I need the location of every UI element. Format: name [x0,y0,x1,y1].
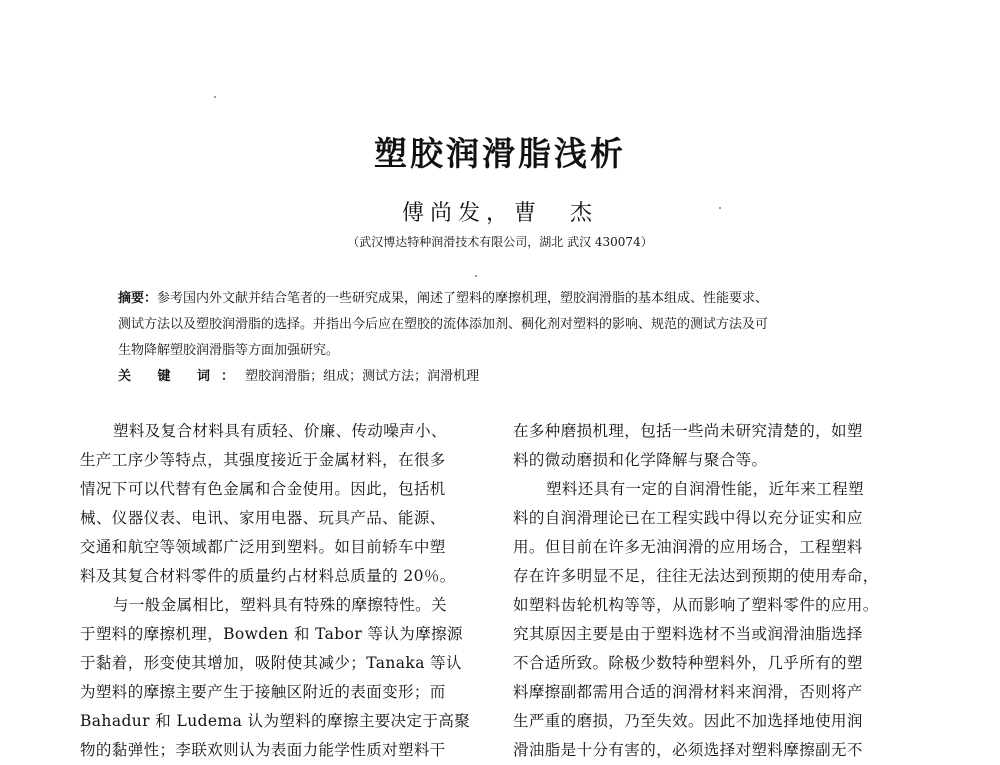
body-line: 料及其复合材料零件的质量约占材料总质量的 20％。 [80,567,456,585]
keywords-label: 关 键 词： [118,369,246,384]
body-line: 料的自润滑理论已在工程实践中得以充分证实和应 [513,509,863,527]
abstract-line-3: 生物降解塑胶润滑脂等方面加强研究。 [118,343,340,358]
keywords-text: 塑胶润滑脂；组成；测试方法；润滑机理 [245,369,480,384]
body-column-left [80,417,488,765]
body-line: 械、仪器仪表、电讯、家用电器、玩具产品、能源、 [80,509,446,527]
body-line: 存在许多明显不足，往往无法达到预期的使用寿命， [513,567,879,585]
body-line: 于黏着，形变使其增加，吸附使其减少；Tanaka 等认 [80,654,462,672]
body-line: 于塑料的摩擦机理，Bowden 和 Tabor 等认为摩擦源 [80,625,463,643]
abstract-block [118,286,898,364]
author-affiliation: （武汉博达特种润滑技术有限公司，湖北 武汉 430074） [347,235,653,249]
body-line: 料摩擦副都需用合适的润滑材料来润滑，否则将产 [513,683,863,701]
paper-authors: 傅尚发，曹 杰 [401,201,598,226]
body-line: 滑油脂是十分有害的，必须选择对塑料摩擦副无不 [513,741,863,759]
abstract-line-1 [118,286,898,312]
body-line: 在多种磨损机理，包括一些尚未研究清楚的，如塑 [513,422,863,440]
body-line: 不合适所致。除极少数特种塑料外，几乎所有的塑 [513,654,863,672]
keywords-block [118,364,898,390]
body-line: Bahadur 和 Ludema 认为塑料的摩擦主要决定于高聚 [80,712,471,730]
body-line: 用。但目前在许多无油润滑的应用场合，工程塑料 [513,538,863,556]
body-line: 塑料还具有一定的自润滑性能，近年来工程塑 [546,480,865,498]
body-line: 生产工序少等特点，其强度接近于金属材料，在很多 [80,451,446,469]
body-line: 为塑料的摩擦主要产生于接触区附近的表面变形；而 [80,683,446,701]
body-line: 塑料及复合材料具有质轻、价廉、传动噪声小、 [113,422,447,440]
body-line: 与一般金属相比，塑料具有特殊的摩擦特性。关 [113,596,447,614]
body-line: 如塑料齿轮机构等等，从而影响了塑料零件的应用。 [513,596,879,614]
body-line: 究其原因主要是由于塑料选材不当或润滑油脂选择 [513,625,863,643]
abstract-line-2: 测试方法以及塑胶润滑脂的选择。并指出今后应在塑胶的流体添加剂、稠化剂对塑料的影响、规范的测试方法及可 [118,317,769,332]
body-line: 情况下可以代替有色金属和合金使用。因此，包括机 [80,480,446,498]
scan-speck [214,96,216,98]
body-line: 交通和航空等领域都广泛用到塑料。如目前轿车中塑 [80,538,446,556]
body-column-right [513,417,921,765]
abstract-label: 摘要： [118,291,158,306]
paper-title: 塑胶润滑脂浅析 [374,134,626,173]
body-line: 生严重的磨损，乃至失效。因此不加选择地使用润 [513,712,863,730]
abstract-text: 参考国内外文献并结合笔者的一些研究成果，阐述了塑料的摩擦机理，塑胶润滑脂的基本组成、性能要求、 [157,291,769,306]
body-line: 物的黏弹性；李联欢则认为表面力能学性质对塑料干 [80,741,446,759]
body-line: 料的微动磨损和化学降解与聚合等。 [513,451,768,469]
scan-speck [475,275,477,277]
